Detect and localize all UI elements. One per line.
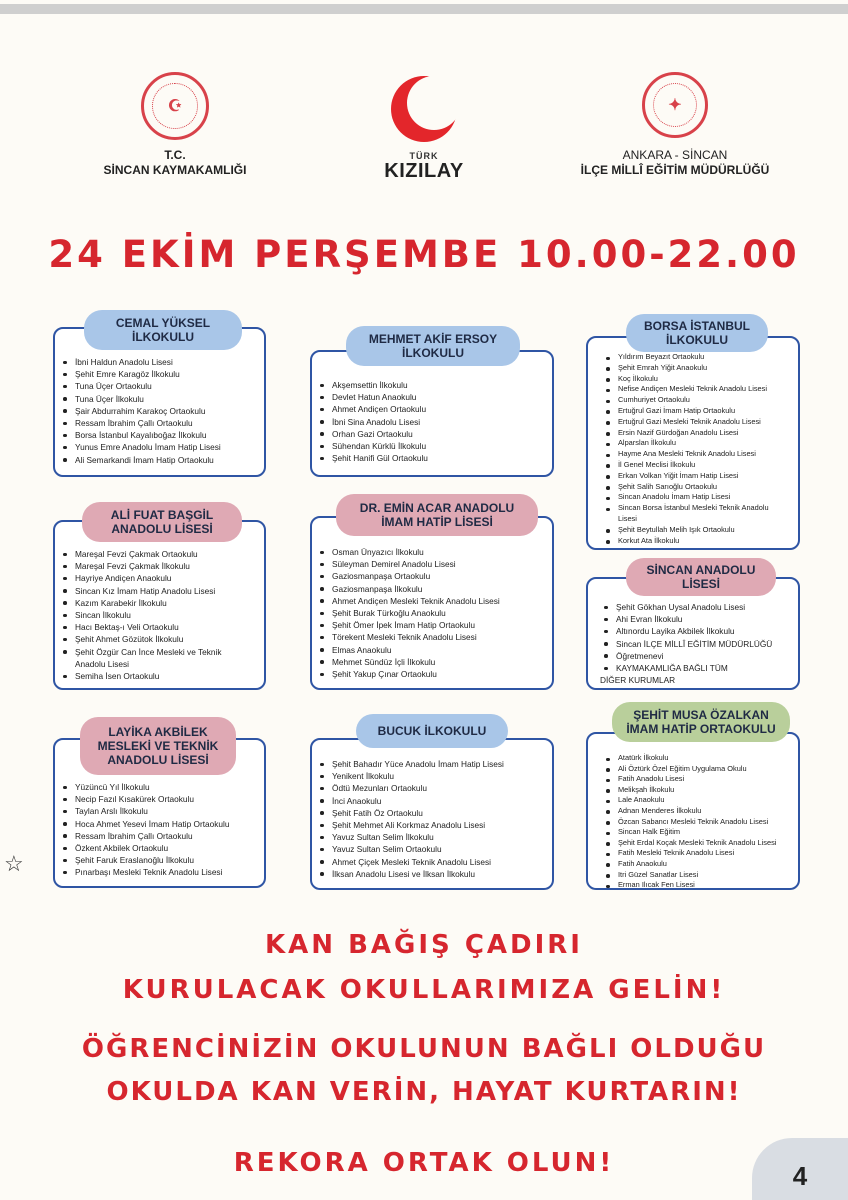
list-item: Ressam İbrahim Çallı Ortaokulu: [75, 417, 264, 429]
list-item: Yenikent İlkokulu: [332, 770, 552, 782]
crescent-icon: [387, 72, 461, 146]
list-item: Akşemsettin İlkokulu: [332, 379, 552, 391]
list-item: Özkent Akbilek Ortaokulu: [75, 842, 264, 854]
list-item: İl Genel Meclisi İlkokulu: [618, 460, 798, 471]
list-item: Öğretmenevi: [616, 650, 798, 662]
list-item: Şehit Emrah Yiğit Anaokulu: [618, 363, 798, 374]
list-item: Semiha İsen Ortaokulu: [75, 670, 264, 682]
list-item: Hacı Bektaş-ı Veli Ortaokulu: [75, 621, 264, 633]
list-item: Şehit Gökhan Uysal Anadolu Lisesi: [616, 601, 798, 613]
kaymakamlik-seal-icon: ☪: [141, 72, 209, 140]
list-item: Ahi Evran İlkokulu: [616, 613, 798, 625]
list-item: Mareşal Fevzi Çakmak Ortaokulu: [75, 548, 264, 560]
cta-line-2: KURULACAK OKULLARIMIZA GELİN!: [122, 975, 726, 1005]
list-item: Şehit Beytullah Melih Işık Ortaokulu: [618, 525, 798, 536]
top-divider: [0, 4, 848, 14]
list-item: Yüzüncü Yıl İlkokulu: [75, 781, 264, 793]
list-item: Alparslan İlkokulu: [618, 438, 798, 449]
school-title-5: DR. EMİN ACAR ANADOLU İMAM HATİP LİSESİ: [336, 494, 538, 536]
list-item: Ertuğrul Gazi İmam Hatip Ortaokulu: [618, 406, 798, 417]
list-item: Cumhuriyet Ortaokulu: [618, 395, 798, 406]
list-item: Sincan Anadolu İmam Hatip Lisesi: [618, 492, 798, 503]
list-item: Ertuğrul Gazi Mesleki Teknik Anadolu Lisesi: [618, 417, 798, 428]
list-item: Şehit Salih Sarıoğlu Ortaokulu: [618, 482, 798, 493]
list-item: Özcan Sabancı Mesleki Teknik Anadolu Lisesi: [618, 817, 798, 828]
left-org-line2: SİNCAN KAYMAKAMLIĞI: [103, 163, 247, 177]
list-item: Taylan Arslı İlkokulu: [75, 805, 264, 817]
list-item: Süleyman Demirel Anadolu Lisesi: [332, 558, 552, 570]
list-item: Gaziosmanpaşa Ortaokulu: [332, 570, 552, 582]
list-item: Ressam İbrahim Çallı Ortaokulu: [75, 830, 264, 842]
list-item: Yıldırım Beyazıt Ortaokulu: [618, 352, 798, 363]
list-item: Orhan Gazi Ortaokulu: [332, 428, 552, 440]
list-item: Hayme Ana Mesleki Teknik Anadolu Lisesi: [618, 449, 798, 460]
list-item: Şehit Faruk Eraslanoğlu İlkokulu: [75, 854, 264, 866]
list-item: Hayriye Andiçen Anaokulu: [75, 572, 264, 584]
school-title-2: MEHMET AKİF ERSOY İLKOKULU: [346, 326, 520, 366]
list-item: Adnan Menderes İlkokulu: [618, 806, 798, 817]
list-item: Şehit Emre Karagöz İlkokulu: [75, 368, 264, 380]
school-title-6: SİNCAN ANADOLU LİSESİ: [626, 558, 776, 596]
school-title-1: CEMAL YÜKSEL İLKOKULU: [84, 310, 242, 350]
meb-logo-block: [580, 72, 770, 178]
sincan-kaymakamligi-logo-block: [95, 72, 255, 178]
list-item: Şair Abdurrahim Karakoç Ortaokulu: [75, 405, 264, 417]
list-item: Şehit Fatih Öz Ortaokulu: [332, 807, 552, 819]
list-item: Kazım Karabekir İlkokulu: [75, 597, 264, 609]
cta-line-3: ÖĞRENCİNİZİN OKULUNUN BAĞLI OLDUĞU: [81, 1034, 767, 1064]
list-item: Sincan Borsa İstanbul Mesleki Teknik Anadolu Lisesi: [618, 503, 788, 525]
list-item: Itri Güzel Sanatlar Lisesi: [618, 870, 798, 881]
school-title-7: LAYİKA AKBİLEK MESLEKİ VE TEKNİK ANADOLU LİSESİ: [80, 717, 236, 775]
list-item: Tuna Üçer İlkokulu: [75, 393, 264, 405]
page-number: 4: [752, 1138, 848, 1200]
cta-line-4: OKULDA KAN VERİN, HAYAT KURTARIN!: [106, 1077, 742, 1107]
list-item: Sühendan Kürklü İlkokulu: [332, 440, 552, 452]
list-item: Sincan Kız İmam Hatip Anadolu Lisesi: [75, 585, 264, 597]
list-item: İbni Sina Anadolu Lisesi: [332, 416, 552, 428]
school-box-8: [310, 738, 554, 890]
list-item: Erman Ilıcak Fen Lisesi: [618, 880, 798, 891]
list-item: Ahmet Andiçen Ortaokulu: [332, 403, 552, 415]
list-item: Şehit Mehmet Ali Korkmaz Anadolu Lisesi: [332, 819, 552, 831]
list-item: Şehit Bahadır Yüce Anadolu İmam Hatip Lisesi: [332, 758, 552, 770]
list-item: Atatürk İlkokulu: [618, 753, 798, 764]
list-item: Şehit Burak Türkoğlu Anaokulu: [332, 607, 552, 619]
list-item: Şehit Ahmet Gözütok İlkokulu: [75, 633, 264, 645]
list-item: Ödtü Mezunları Ortaokulu: [332, 782, 552, 794]
list-item: Ersin Nazif Gürdoğan Anadolu Lisesi: [618, 428, 798, 439]
list-item: Mehmet Sündüz İçli İlkokulu: [332, 656, 552, 668]
list-item: Melikşah İlkokulu: [618, 785, 798, 796]
list-item: Yunus Emre Anadolu İmam Hatip Lisesi: [75, 441, 264, 453]
school-box-2: [310, 350, 554, 477]
list-item: KAYMAKAMLIĞA BAĞLI TÜM: [616, 662, 798, 674]
list-item: İlksan Anadolu Lisesi ve İlksan İlkokulu: [332, 868, 552, 880]
list-item: Gaziosmanpaşa İlkokulu: [332, 583, 552, 595]
list-item: Ahmet Andiçen Mesleki Teknik Anadolu Lisesi: [332, 595, 552, 607]
kizilay-sub: TÜRK: [409, 151, 439, 161]
school-box-9: [586, 732, 800, 890]
list-item: Hoca Ahmet Yesevi İmam Hatip Ortaokulu: [75, 818, 264, 830]
list-item: Şehit Hanifi Gül Ortaokulu: [332, 452, 552, 464]
list-item: Mareşal Fevzi Çakmak İlkokulu: [75, 560, 264, 572]
list-item: Yavuz Sultan Selim Ortaokulu: [332, 843, 552, 855]
list-item: Şehit Erdal Koçak Mesleki Teknik Anadolu Lisesi: [618, 838, 798, 849]
list-item: Fatih Mesleki Teknik Anadolu Lisesi: [618, 848, 798, 859]
list-item: Törekent Mesleki Teknik Anadolu Lisesi: [332, 631, 552, 643]
list-item: Pınarbaşı Mesleki Teknik Anadolu Lisesi: [75, 866, 264, 878]
date-title: 24 EKİM PERŞEMBE 10.00-22.00: [48, 233, 800, 276]
list-item: Borsa İstanbul Kayalıboğaz İlkokulu: [75, 429, 264, 441]
right-org-line1: ANKARA - SİNCAN: [622, 148, 728, 162]
star-icon: ☆: [4, 851, 24, 876]
kizilay-main: KIZILAY: [384, 160, 464, 182]
school-box-3: [586, 336, 800, 550]
list-item: Ali Semarkandi İmam Hatip Ortaokulu: [75, 454, 264, 466]
list-item: Ahmet Çiçek Mesleki Teknik Anadolu Lisesi: [332, 856, 552, 868]
list-item: İbni Haldun Anadolu Lisesi: [75, 356, 264, 368]
list-item: Altınordu Layika Akbilek İlkokulu: [616, 625, 798, 637]
school-title-4: ALİ FUAT BAŞGİL ANADOLU LİSESİ: [82, 502, 242, 542]
list-item: Korkut Ata İlkokulu: [618, 536, 798, 547]
cta-line-5: REKORA ORTAK OLUN!: [233, 1148, 615, 1178]
list-item: Lale Anaokulu: [618, 795, 798, 806]
list-item: Fatih Anaokulu: [618, 859, 798, 870]
right-org-line2: İLÇE MİLLÎ EĞİTİM MÜDÜRLÜĞÜ: [580, 163, 770, 177]
left-org-line1: T.C.: [164, 148, 186, 162]
list-item: Şehit Özgür Can İnce Mesleki ve Teknik Anadolu Lisesi: [75, 646, 235, 670]
list-item: Şehit Ömer İpek İmam Hatip Ortaokulu: [332, 619, 552, 631]
school-title-9: ŞEHİT MUSA ÖZALKAN İMAM HATİP ORTAOKULU: [612, 702, 790, 742]
list-item: Yavuz Sultan Selim İlkokulu: [332, 831, 552, 843]
list-item: İnci Anaokulu: [332, 795, 552, 807]
list-item: Sincan Halk Eğitim: [618, 827, 798, 838]
school-box-4: [53, 520, 266, 690]
list-item: Koç İlkokulu: [618, 374, 798, 385]
list-item: Sincan İLÇE MİLLÎ EĞİTİM MÜDÜRLÜĞÜ: [616, 638, 798, 650]
school-title-3: BORSA İSTANBUL İLKOKULU: [626, 314, 768, 352]
meb-seal-icon: ✦: [642, 72, 708, 138]
school-box-5: [310, 516, 554, 690]
list-item: Elmas Anaokulu: [332, 644, 552, 656]
list-item: Ali Öztürk Özel Eğitim Uygulama Okulu: [618, 764, 798, 775]
list-item: Nefise Andiçen Mesleki Teknik Anadolu Lisesi: [618, 384, 798, 395]
list-item: Fatih Anadolu Lisesi: [618, 774, 798, 785]
list-item: Devlet Hatun Anaokulu: [332, 391, 552, 403]
list-item: Necip Fazıl Kısakürek Ortaokulu: [75, 793, 264, 805]
list-item: Şehit Yakup Çınar Ortaokulu: [332, 668, 552, 680]
list-item: Sincan İlkokulu: [75, 609, 264, 621]
cta-line-1: KAN BAĞIŞ ÇADIRI: [265, 930, 583, 960]
list-item: Tuna Üçer Ortaokulu: [75, 380, 264, 392]
list-item: DİĞER KURUMLAR: [600, 675, 676, 686]
list-item: Osman Ünyazıcı İlkokulu: [332, 546, 552, 558]
list-item: Erkan Volkan Yiğit İmam Hatip Lisesi: [618, 471, 798, 482]
school-title-8: BUCUK İLKOKULU: [356, 714, 508, 748]
kizilay-logo-block: [370, 72, 478, 183]
